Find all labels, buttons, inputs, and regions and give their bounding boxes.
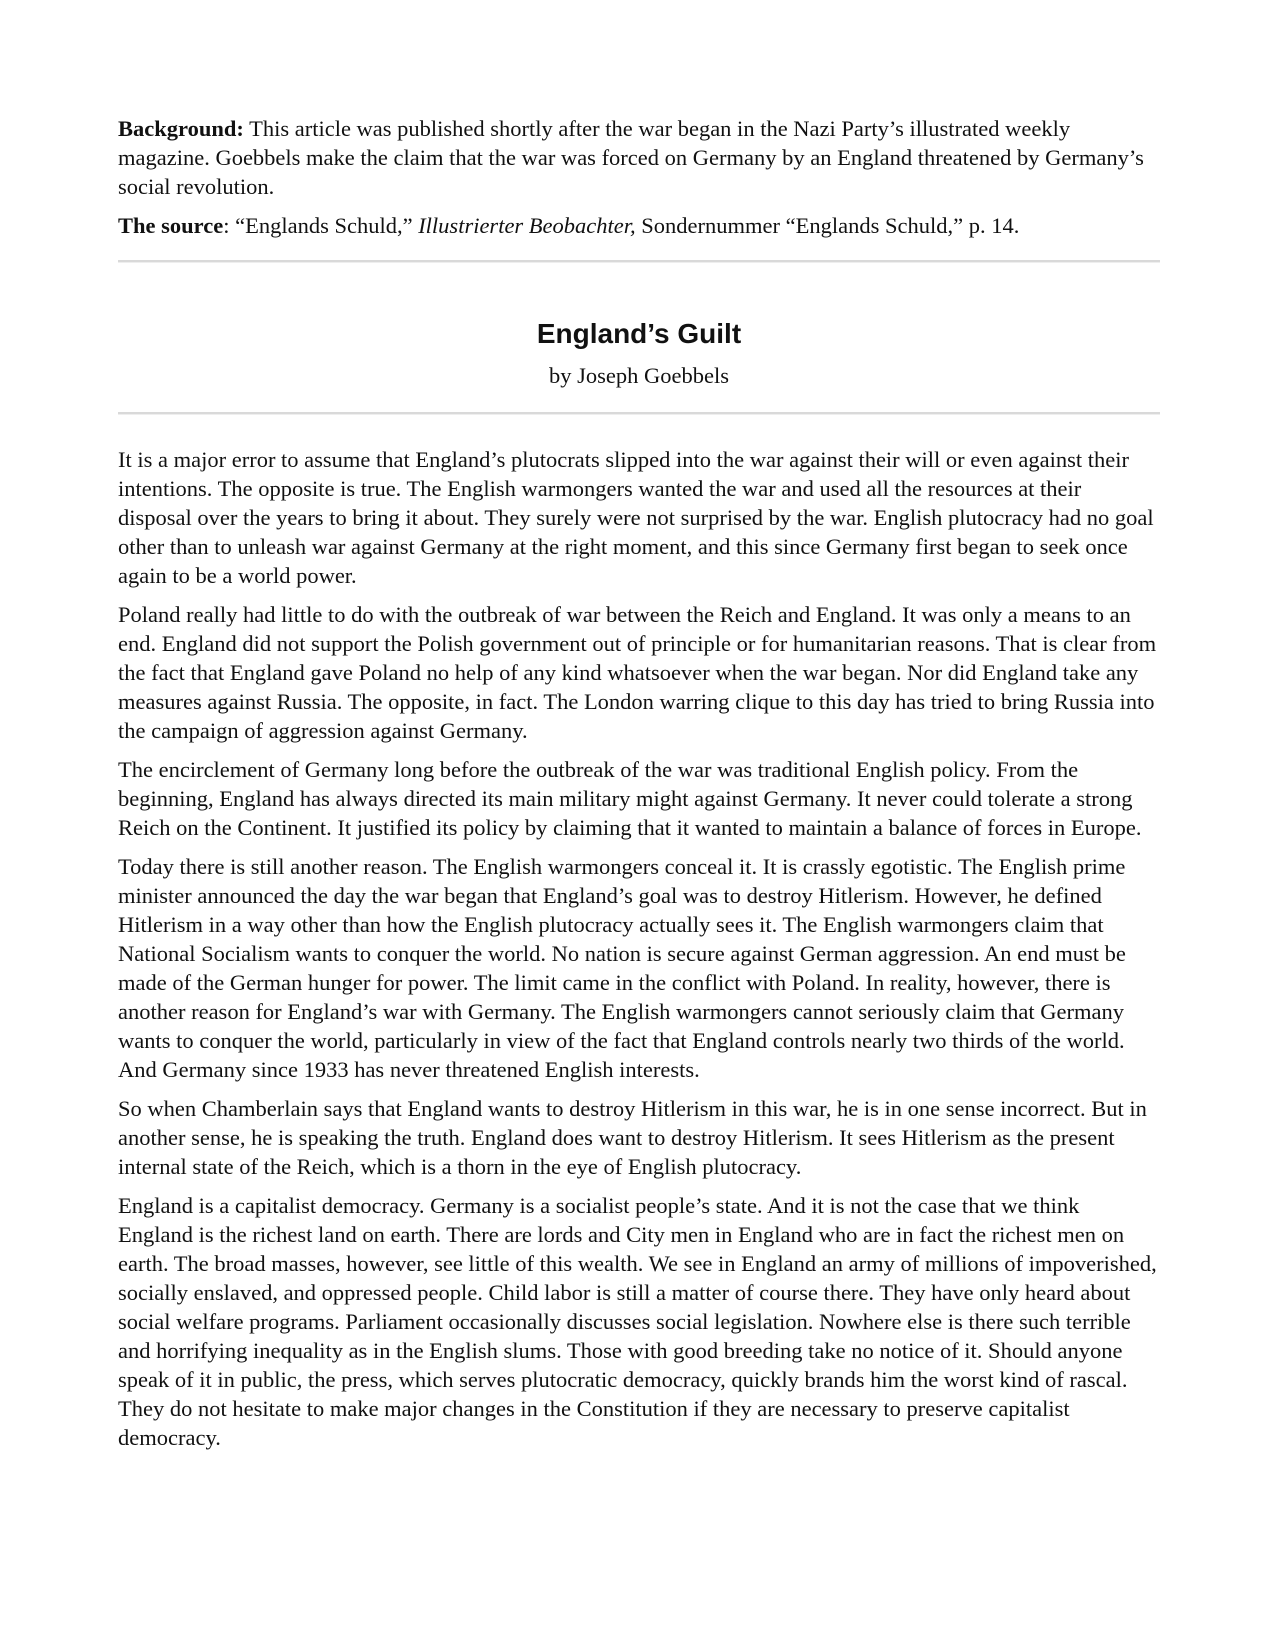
article-paragraph: Poland really had little to do with the outbreak of war between the Reich and England. It was only a means to an end. England did not support the Polish government out of principle or for humanitarian reasons. That is clear from the fact that England gave Poland no help of any kind whatsoever when the war began. Nor did England take any measures against Russia. The opposite, in fact. The London warring clique to this day has tried to bring Russia into the campaign of aggression against Germany. [118,602,1157,743]
background-paragraph [118,114,1160,201]
source-text-2: Sondernummer “Englands Schuld,” p. 14. [635,213,1020,238]
source-publication: Illustrierter Beobachter, [418,213,636,238]
article-paragraph: It is a major error to assume that England’s plutocrats slipped into the war against their will or even against their intentions. The opposite is true. The English warmongers wanted the war and used all the resources at their disposal over the years to bring it about. They surely were not surprised by the war. English plutocracy had no goal other than to unleash war against Germany at the right moment, and this since Germany first began to seek once again to be a world power. [118,447,1154,588]
background-label: Background: [118,116,244,141]
article-byline: by Joseph Goebbels [549,363,729,388]
article-paragraph: The encirclement of Germany long before the outbreak of the war was traditional English policy. From the beginning, England has always directed its main military might against Germany. It never could tolerate a strong Reich on the Continent. It justified its policy by claiming that it wanted to maintain a balance of forces in Europe. [118,757,1142,840]
source-paragraph [118,211,1160,240]
article-title: England’s Guilt [536,318,742,349]
article-paragraph: England is a capitalist democracy. Germany is a socialist people’s state. And it is not the case that we think England is the richest land on earth. There are lords and City men in England who are in fact the richest men on earth. The broad masses, however, see little of this wealth. We see in England an army of millions of impoverished, socially enslaved, and oppressed people. Child labor is still a matter of course there. They have only heard about social welfare programs. Parliament occasionally discusses social legislation. Nowhere else is there such terrible and horrifying inequality as in the English slums. Those with good breeding take no notice of it. Should anyone speak of it in public, the press, which serves plutocratic democracy, quickly brands him the worst kind of rascal. They do not hesitate to make major changes in the Constitution if they are necessary to preserve capitalist democracy. [118,1193,1157,1450]
intro-section [118,114,1160,240]
source-label: The source [118,213,224,238]
background-text: This article was published shortly after the war began in the Nazi Party’s illustrated weekly magazine. Goebbels make the claim that the war was forced on Germany by an England threatened by Germany’s social revolution. [118,116,1144,199]
article-body [118,415,1160,1452]
article-header [118,263,1160,412]
source-text-1: : “Englands Schuld,” [223,213,419,238]
article-paragraph: Today there is still another reason. The English warmongers conceal it. It is crassly egotistic. The English prime minister announced the day the war began that England’s goal was to destroy Hitlerism. However, he defined Hitlerism in a way other than how the English plutocracy actually sees it. The English warmongers claim that National Socialism wants to conquer the world. No nation is secure against German aggression. An end must be made of the German hunger for power. The limit came in the conflict with Poland. In reality, however, there is another reason for England’s war with Germany. The English warmongers cannot seriously claim that Germany wants to conquer the world, particularly in view of the fact that England controls nearly two thirds of the world. And Germany since 1933 has never threatened English interests. [118,854,1126,1082]
document-page [118,114,1160,1462]
article-paragraph: So when Chamberlain says that England wants to destroy Hitlerism in this war, he is in one sense incorrect. But in another sense, he is speaking the truth. England does want to destroy Hitlerism. It sees Hitlerism as the present internal state of the Reich, which is a thorn in the eye of English plutocracy. [118,1096,1147,1179]
